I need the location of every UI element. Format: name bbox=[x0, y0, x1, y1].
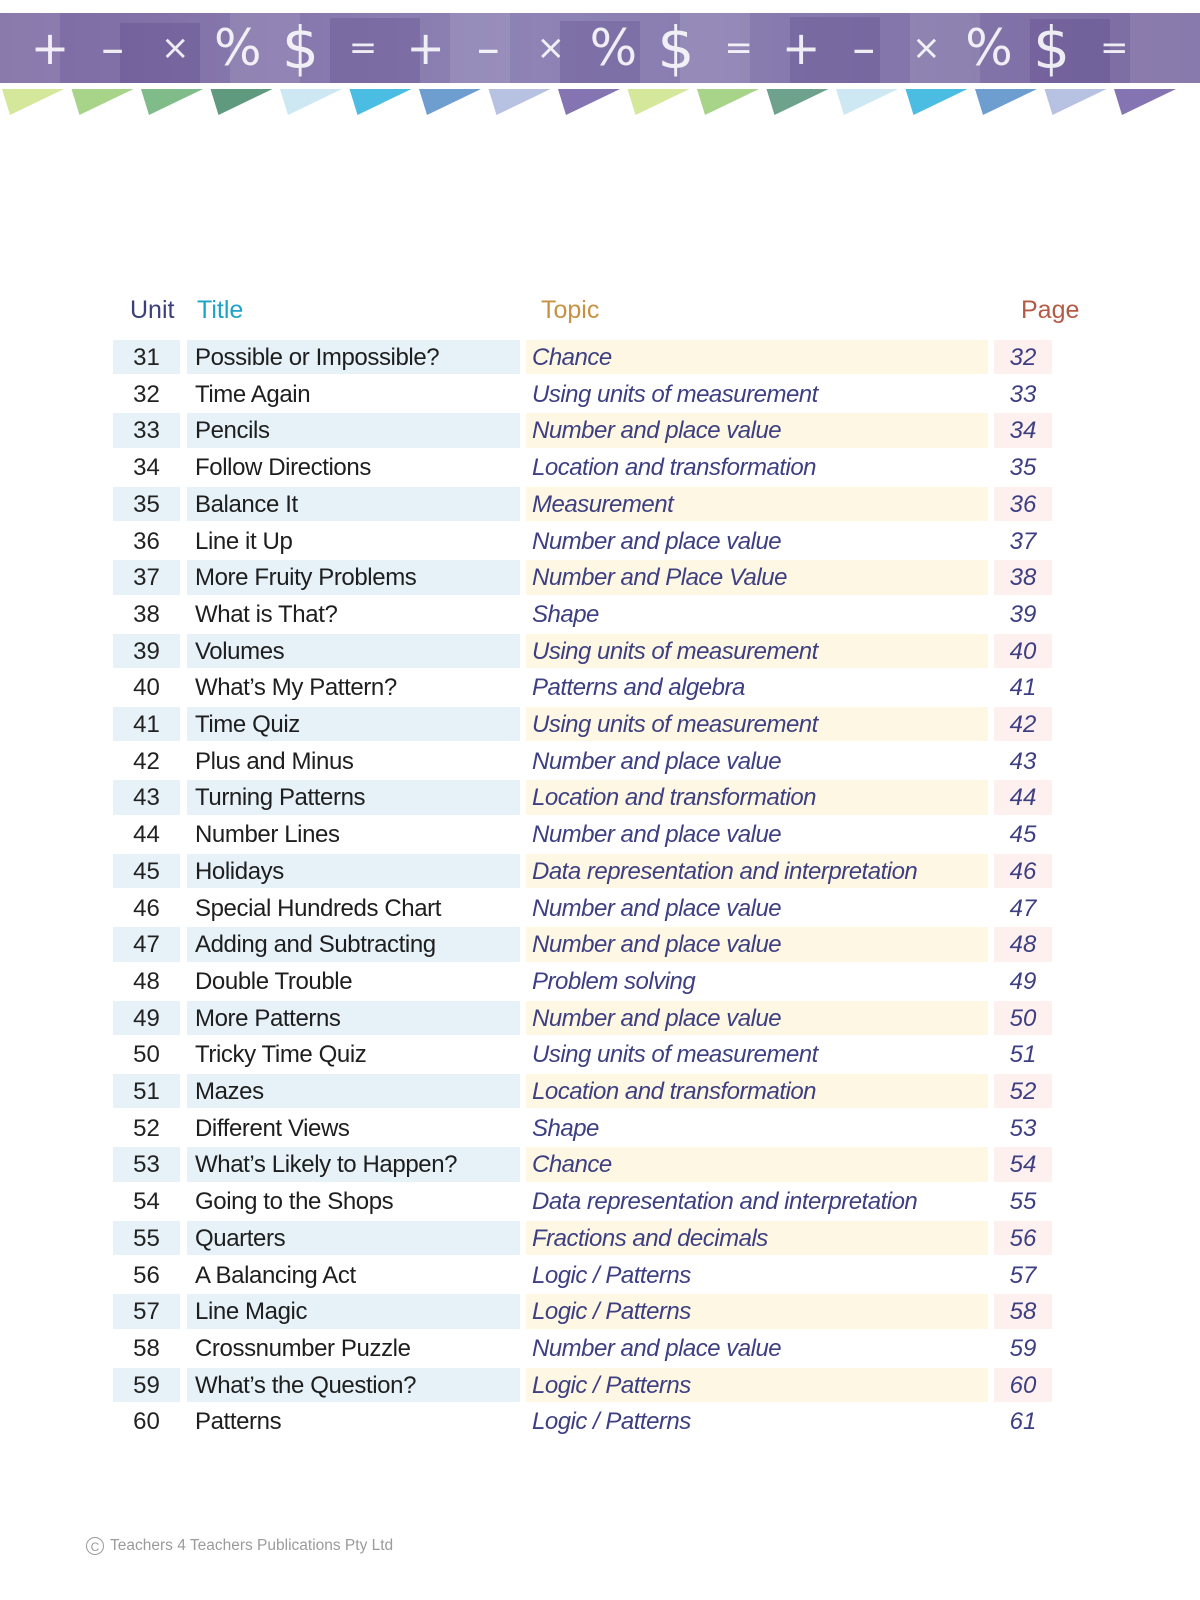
page-cell: 54 bbox=[994, 1147, 1052, 1181]
page-cell: 42 bbox=[994, 707, 1052, 741]
page-cell: 50 bbox=[994, 1001, 1052, 1035]
title-cell: Possible or Impossible? bbox=[187, 340, 520, 374]
table-row bbox=[113, 1147, 1073, 1181]
topic-cell: Number and place value bbox=[532, 821, 782, 849]
topic-cell: Number and place value bbox=[532, 747, 782, 775]
title-cell: What’s the Question? bbox=[187, 1368, 520, 1402]
page-cell: 37 bbox=[1009, 527, 1037, 555]
percent-icon: % bbox=[214, 19, 262, 77]
topic-cell: Using units of measurement bbox=[532, 380, 818, 408]
topic-cell: Location and transformation bbox=[526, 780, 988, 814]
bunting-triangle bbox=[211, 89, 273, 115]
unit-cell: 54 bbox=[133, 1188, 160, 1216]
page-cell: 58 bbox=[994, 1294, 1052, 1328]
table-row bbox=[113, 597, 1073, 631]
unit-cell: 40 bbox=[133, 674, 160, 702]
unit-cell: 44 bbox=[133, 821, 160, 849]
title-cell: Going to the Shops bbox=[195, 1188, 394, 1216]
title-cell: Adding and Subtracting bbox=[187, 927, 520, 961]
table-row bbox=[113, 707, 1073, 741]
times-icon: × bbox=[912, 28, 941, 68]
topic-cell: Logic / Patterns bbox=[532, 1408, 691, 1436]
title-cell: Special Hundreds Chart bbox=[195, 894, 442, 922]
copyright-footer bbox=[86, 1535, 393, 1557]
page-cell: 35 bbox=[1009, 454, 1037, 482]
bunting-triangle bbox=[836, 89, 898, 115]
unit-cell: 34 bbox=[133, 454, 160, 482]
topic-cell: Number and place value bbox=[532, 1334, 782, 1362]
title-cell: Crossnumber Puzzle bbox=[195, 1334, 411, 1362]
unit-cell: 48 bbox=[133, 967, 160, 995]
page-cell: 49 bbox=[1009, 967, 1037, 995]
unit-cell: 46 bbox=[133, 894, 160, 922]
unit-cell: 47 bbox=[113, 927, 180, 961]
unit-cell: 45 bbox=[113, 854, 180, 888]
minus-icon: – bbox=[101, 21, 125, 75]
header-title: Title bbox=[197, 296, 244, 324]
title-cell: More Fruity Problems bbox=[187, 560, 520, 594]
bunting-triangle bbox=[1045, 89, 1107, 115]
topic-cell: Using units of measurement bbox=[526, 634, 988, 668]
bunting-triangle bbox=[72, 89, 134, 115]
times-icon: × bbox=[536, 28, 566, 68]
page-cell: 53 bbox=[1009, 1114, 1037, 1142]
topic-cell: Location and transformation bbox=[526, 1074, 988, 1108]
bunting-triangle bbox=[767, 89, 829, 115]
bunting-triangle bbox=[350, 89, 412, 115]
title-cell: Time Again bbox=[195, 380, 311, 408]
page-cell: 47 bbox=[1009, 894, 1037, 922]
topic-cell: Logic / Patterns bbox=[532, 1261, 691, 1289]
topic-cell: Logic / Patterns bbox=[526, 1294, 988, 1328]
table-row bbox=[113, 927, 1073, 961]
topic-cell: Problem solving bbox=[532, 967, 696, 995]
title-cell: Number Lines bbox=[195, 821, 340, 849]
unit-cell: 41 bbox=[113, 707, 180, 741]
topic-cell: Patterns and algebra bbox=[532, 674, 745, 702]
dollar-icon: $ bbox=[281, 14, 319, 82]
page-cell: 59 bbox=[1009, 1334, 1037, 1362]
topic-cell: Number and place value bbox=[526, 1001, 988, 1035]
topic-cell: Number and place value bbox=[526, 927, 988, 961]
topic-cell: Using units of measurement bbox=[532, 1041, 818, 1069]
bunting-triangle bbox=[558, 89, 620, 115]
times-icon: × bbox=[160, 28, 190, 68]
unit-cell: 51 bbox=[113, 1074, 180, 1108]
topic-cell: Using units of measurement bbox=[526, 707, 988, 741]
plus-icon: + bbox=[30, 21, 70, 75]
title-cell: Balance It bbox=[187, 487, 520, 521]
title-cell: What’s My Pattern? bbox=[195, 674, 397, 702]
table-row bbox=[113, 964, 1073, 998]
topic-cell: Shape bbox=[532, 1114, 599, 1142]
unit-cell: 38 bbox=[133, 600, 160, 628]
page-cell: 61 bbox=[1009, 1408, 1037, 1436]
bunting-triangle bbox=[697, 89, 759, 115]
table-row bbox=[113, 1221, 1073, 1255]
unit-cell: 31 bbox=[113, 340, 180, 374]
unit-cell: 36 bbox=[133, 527, 160, 555]
topic-cell: Number and place value bbox=[526, 413, 988, 447]
page-cell: 46 bbox=[994, 854, 1052, 888]
minus-icon: – bbox=[852, 21, 876, 75]
table-row bbox=[113, 1404, 1073, 1438]
topic-cell: Data representation and interpretation bbox=[526, 854, 988, 888]
equals-icon: = bbox=[1099, 28, 1129, 68]
bunting-triangle bbox=[1114, 89, 1176, 115]
unit-cell: 52 bbox=[133, 1114, 160, 1142]
topic-cell: Shape bbox=[532, 600, 599, 628]
topic-cell: Chance bbox=[526, 1147, 988, 1181]
title-cell: Follow Directions bbox=[195, 454, 371, 482]
page-cell: 52 bbox=[994, 1074, 1052, 1108]
page-cell: 43 bbox=[1009, 747, 1037, 775]
table-row bbox=[113, 377, 1073, 411]
footer-text: Teachers 4 Teachers Publications Pty Ltd bbox=[110, 1537, 394, 1554]
page-cell: 56 bbox=[994, 1221, 1052, 1255]
unit-cell: 59 bbox=[113, 1368, 180, 1402]
minus-icon: – bbox=[476, 21, 500, 75]
title-cell: Double Trouble bbox=[195, 967, 353, 995]
unit-cell: 53 bbox=[113, 1147, 180, 1181]
page-cell: 57 bbox=[1009, 1261, 1037, 1289]
title-cell: What’s Likely to Happen? bbox=[187, 1147, 520, 1181]
topic-cell: Number and place value bbox=[532, 894, 782, 922]
unit-cell: 33 bbox=[113, 413, 180, 447]
plus-icon: + bbox=[781, 21, 821, 75]
triangle-bunting bbox=[0, 87, 1200, 117]
bunting-triangle bbox=[419, 89, 481, 115]
unit-cell: 42 bbox=[133, 747, 160, 775]
page-cell: 41 bbox=[1009, 674, 1037, 702]
page-cell: 36 bbox=[994, 487, 1052, 521]
topic-cell: Fractions and decimals bbox=[526, 1221, 988, 1255]
page-cell: 44 bbox=[994, 780, 1052, 814]
title-cell: Plus and Minus bbox=[195, 747, 354, 775]
header-banner bbox=[0, 13, 1200, 83]
bunting-triangle bbox=[906, 89, 968, 115]
page-cell: 34 bbox=[994, 413, 1052, 447]
table-row bbox=[113, 1111, 1073, 1145]
bunting-triangle bbox=[2, 89, 64, 115]
title-cell: Turning Patterns bbox=[187, 780, 520, 814]
table-row bbox=[113, 524, 1073, 558]
unit-cell: 37 bbox=[113, 560, 180, 594]
title-cell: Line it Up bbox=[195, 527, 293, 555]
header-unit: Unit bbox=[130, 296, 175, 324]
unit-cell: 57 bbox=[113, 1294, 180, 1328]
bunting-triangle bbox=[141, 89, 203, 115]
title-cell: Time Quiz bbox=[187, 707, 520, 741]
page-cell: 48 bbox=[994, 927, 1052, 961]
title-cell: Different Views bbox=[195, 1114, 350, 1142]
topic-cell: Number and Place Value bbox=[526, 560, 988, 594]
title-cell: Line Magic bbox=[187, 1294, 520, 1328]
table-row bbox=[113, 1294, 1073, 1328]
table-row bbox=[113, 891, 1073, 925]
bunting-triangle bbox=[489, 89, 551, 115]
table-row bbox=[113, 1258, 1073, 1292]
table-row bbox=[113, 1074, 1073, 1108]
title-cell: Pencils bbox=[187, 413, 520, 447]
unit-cell: 49 bbox=[113, 1001, 180, 1035]
page-cell: 51 bbox=[1009, 1041, 1037, 1069]
bunting-triangle bbox=[975, 89, 1037, 115]
bunting-triangle bbox=[280, 89, 342, 115]
title-cell: More Patterns bbox=[187, 1001, 520, 1035]
unit-cell: 60 bbox=[133, 1408, 160, 1436]
header-page: Page bbox=[1021, 296, 1080, 324]
table-row bbox=[113, 854, 1073, 888]
unit-cell: 43 bbox=[113, 780, 180, 814]
page-cell: 55 bbox=[1009, 1188, 1037, 1216]
title-cell: Quarters bbox=[187, 1221, 520, 1255]
unit-cell: 35 bbox=[113, 487, 180, 521]
percent-icon: % bbox=[965, 19, 1013, 77]
topic-cell: Chance bbox=[526, 340, 988, 374]
unit-cell: 39 bbox=[113, 634, 180, 668]
page-cell: 60 bbox=[994, 1368, 1052, 1402]
bunting-triangle bbox=[628, 89, 690, 115]
unit-cell: 32 bbox=[133, 380, 160, 408]
table-row bbox=[113, 817, 1073, 851]
table-row bbox=[113, 744, 1073, 778]
table-row bbox=[113, 487, 1073, 521]
title-cell: What is That? bbox=[195, 600, 338, 628]
table-row bbox=[113, 634, 1073, 668]
table-row bbox=[113, 1001, 1073, 1035]
table-row bbox=[113, 340, 1073, 374]
dollar-icon: $ bbox=[1033, 14, 1071, 82]
unit-cell: 58 bbox=[133, 1334, 160, 1362]
title-cell: Mazes bbox=[187, 1074, 520, 1108]
table-row bbox=[113, 1368, 1073, 1402]
title-cell: Tricky Time Quiz bbox=[195, 1041, 367, 1069]
page-cell: 40 bbox=[994, 634, 1052, 668]
equals-icon: = bbox=[348, 28, 378, 68]
plus-icon: + bbox=[406, 21, 445, 75]
title-cell: A Balancing Act bbox=[195, 1261, 356, 1289]
page-cell: 33 bbox=[1009, 380, 1037, 408]
page-cell: 38 bbox=[994, 560, 1052, 594]
table-row bbox=[113, 560, 1073, 594]
title-cell: Patterns bbox=[195, 1408, 282, 1436]
table-row bbox=[113, 1331, 1073, 1365]
topic-cell: Number and place value bbox=[532, 527, 782, 555]
dollar-icon: $ bbox=[657, 14, 695, 82]
unit-cell: 56 bbox=[133, 1261, 160, 1289]
table-row bbox=[113, 1184, 1073, 1218]
unit-cell: 55 bbox=[113, 1221, 180, 1255]
page-cell: 32 bbox=[994, 340, 1052, 374]
table-row bbox=[113, 450, 1073, 484]
table-row bbox=[113, 670, 1073, 704]
topic-cell: Logic / Patterns bbox=[526, 1368, 988, 1402]
topic-cell: Measurement bbox=[526, 487, 988, 521]
title-cell: Volumes bbox=[187, 634, 520, 668]
table-row bbox=[113, 780, 1073, 814]
table-row bbox=[113, 413, 1073, 447]
title-cell: Holidays bbox=[187, 854, 520, 888]
header-topic: Topic bbox=[541, 296, 600, 324]
percent-icon: % bbox=[589, 19, 638, 77]
page-cell: 39 bbox=[1009, 600, 1037, 628]
topic-cell: Location and transformation bbox=[532, 454, 817, 482]
page-cell: 45 bbox=[1009, 821, 1037, 849]
copyright-icon: C bbox=[86, 1537, 104, 1555]
table-row bbox=[113, 1037, 1073, 1071]
unit-cell: 50 bbox=[133, 1041, 160, 1069]
equals-icon: = bbox=[724, 28, 753, 68]
topic-cell: Data representation and interpretation bbox=[532, 1188, 918, 1216]
